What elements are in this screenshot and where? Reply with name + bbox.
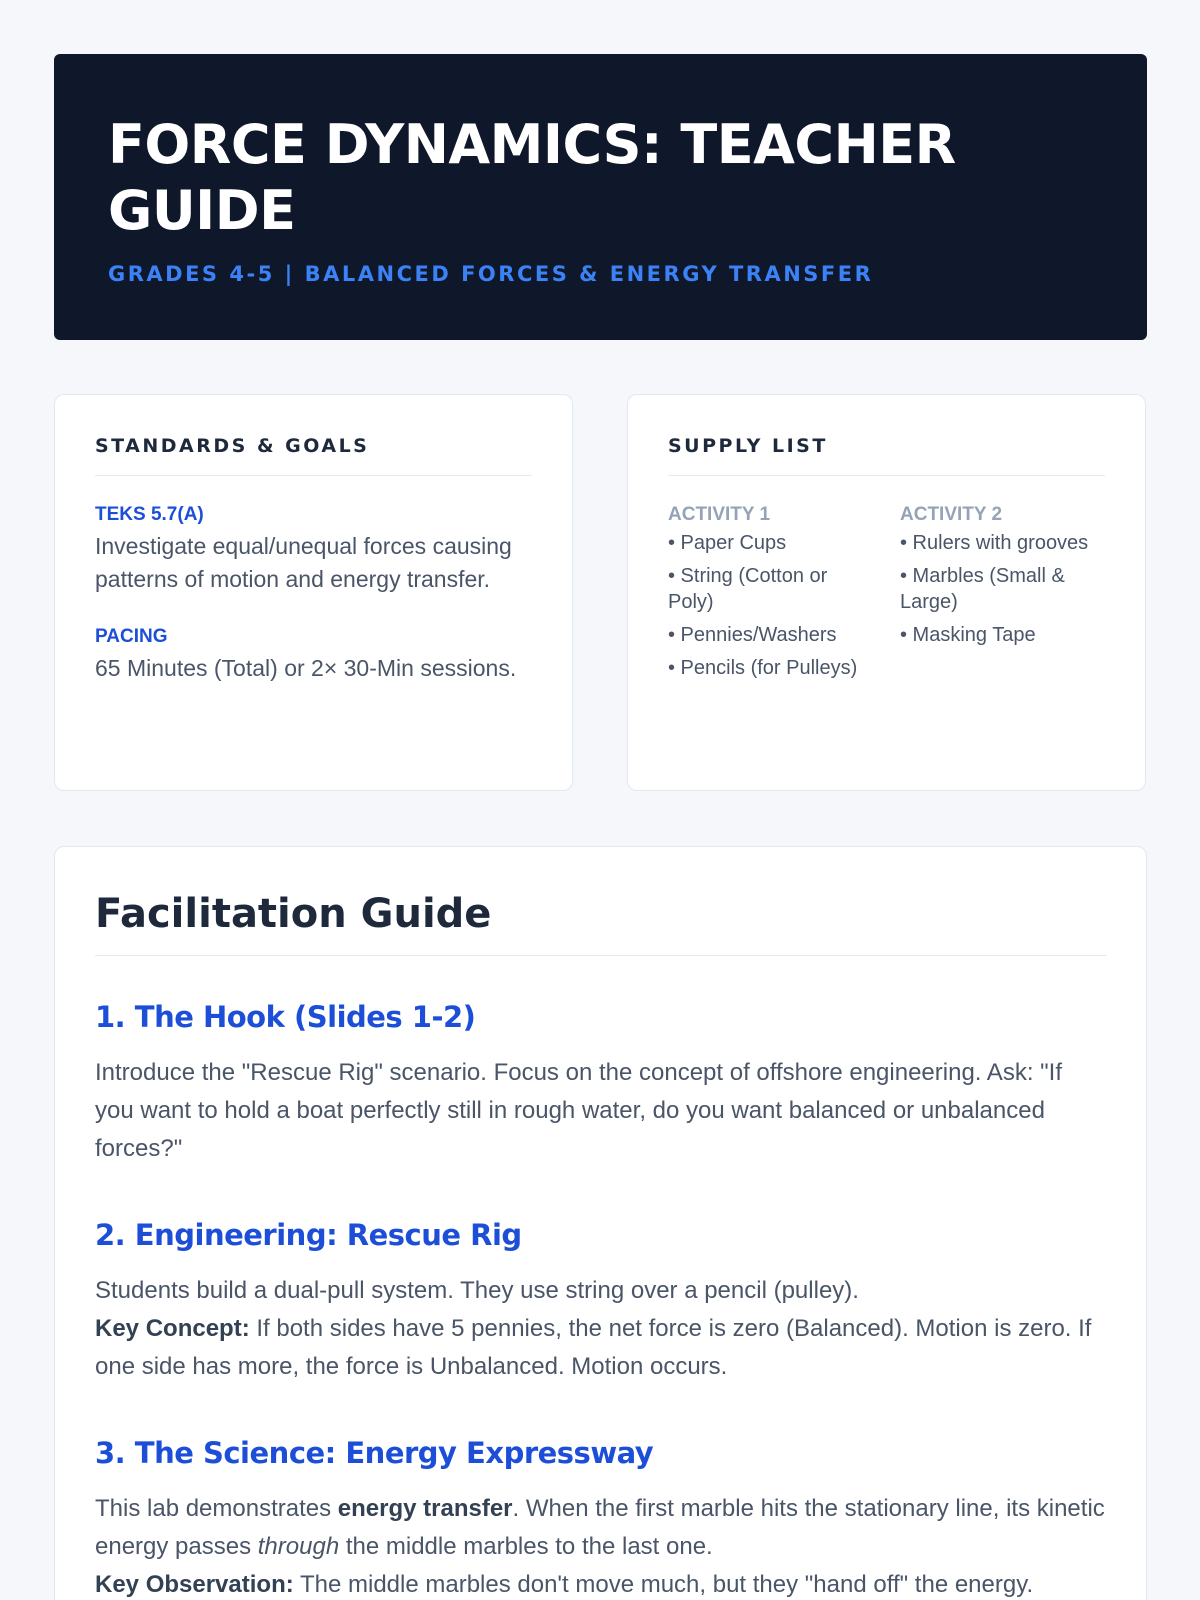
key-observation-label: Key Observation: — [95, 1571, 294, 1598]
energy-text-3: the middle marbles to the last one. — [339, 1533, 713, 1560]
activity-2-label: ACTIVITY 2 — [900, 504, 1003, 525]
section-energy-expressway — [95, 1436, 1106, 1600]
pacing-label: PACING — [95, 626, 168, 647]
section-rescue-rig-body — [95, 1272, 1106, 1386]
energy-through-term: through — [257, 1533, 340, 1560]
list-item: • Rulers with grooves — [900, 532, 1089, 554]
rescue-rig-intro: Students build a dual-pull system. They use string over a pencil (pulley). — [95, 1277, 859, 1304]
supply-heading: SUPPLY LIST — [668, 435, 1105, 476]
section-rescue-rig-title: 2. Engineering: Rescue Rig — [95, 1218, 522, 1252]
key-concept-text: If both sides have 5 pennies, the net force is zero (Balanced). Motion is zero. If one side has more, the force is Unbalanced. Motion occurs. — [95, 1315, 1092, 1380]
activity-2-column — [900, 504, 1102, 688]
teks-label: TEKS 5.7(A) — [95, 504, 204, 525]
key-concept-label: Key Concept: — [95, 1315, 250, 1342]
activity-1-column — [668, 504, 870, 688]
list-item: • Paper Cups — [668, 532, 787, 554]
energy-text-2: . When the first marble hits the stationary line, its kinetic energy passes — [95, 1495, 1105, 1560]
section-energy-body — [95, 1490, 1106, 1600]
list-item: • Masking Tape — [900, 624, 1036, 646]
list-item: • Pencils (for Pulleys) — [668, 657, 858, 679]
activity-1-label: ACTIVITY 1 — [668, 504, 771, 525]
supply-card — [627, 394, 1146, 791]
guide-title: Facilitation Guide — [95, 891, 1106, 956]
activity-1-list — [668, 530, 870, 681]
energy-transfer-term: energy transfer — [337, 1495, 513, 1522]
section-hook-title: 1. The Hook (Slides 1-2) — [95, 1000, 476, 1034]
list-item: • String (Cotton or Poly) — [668, 565, 828, 613]
pacing-text: 65 Minutes (Total) or 2× 30-Min sessions. — [95, 655, 517, 681]
section-hook — [95, 1000, 1106, 1168]
page-title: FORCE DYNAMICS: TEACHER GUIDE — [108, 113, 956, 242]
key-observation-text: The middle marbles don't move much, but they "hand off" the energy. — [293, 1571, 1034, 1598]
list-item: • Marbles (Small & Large) — [900, 565, 1065, 613]
supply-columns — [668, 504, 1105, 688]
list-item: • Pennies/Washers — [668, 624, 837, 646]
section-hook-body: Introduce the "Rescue Rig" scenario. Focus on the concept of offshore engineering. Ask: "If you want to hold a boat perfectly still in rough water, do you want balanced or unbalanced forces?" — [95, 1059, 1063, 1162]
header-banner — [54, 54, 1147, 340]
teks-text: Investigate equal/unequal forces causing patterns of motion and energy transfer. — [95, 533, 512, 592]
standards-heading: STANDARDS & GOALS — [95, 435, 532, 476]
standards-card — [54, 394, 573, 791]
section-rescue-rig — [95, 1218, 1106, 1386]
energy-text-1: This lab demonstrates — [95, 1495, 338, 1522]
page-subtitle: GRADES 4-5 | BALANCED FORCES & ENERGY TRANSFER — [108, 262, 874, 286]
facilitation-guide-card — [54, 846, 1147, 1600]
activity-2-list — [900, 530, 1102, 648]
section-energy-title: 3. The Science: Energy Expressway — [95, 1436, 654, 1470]
